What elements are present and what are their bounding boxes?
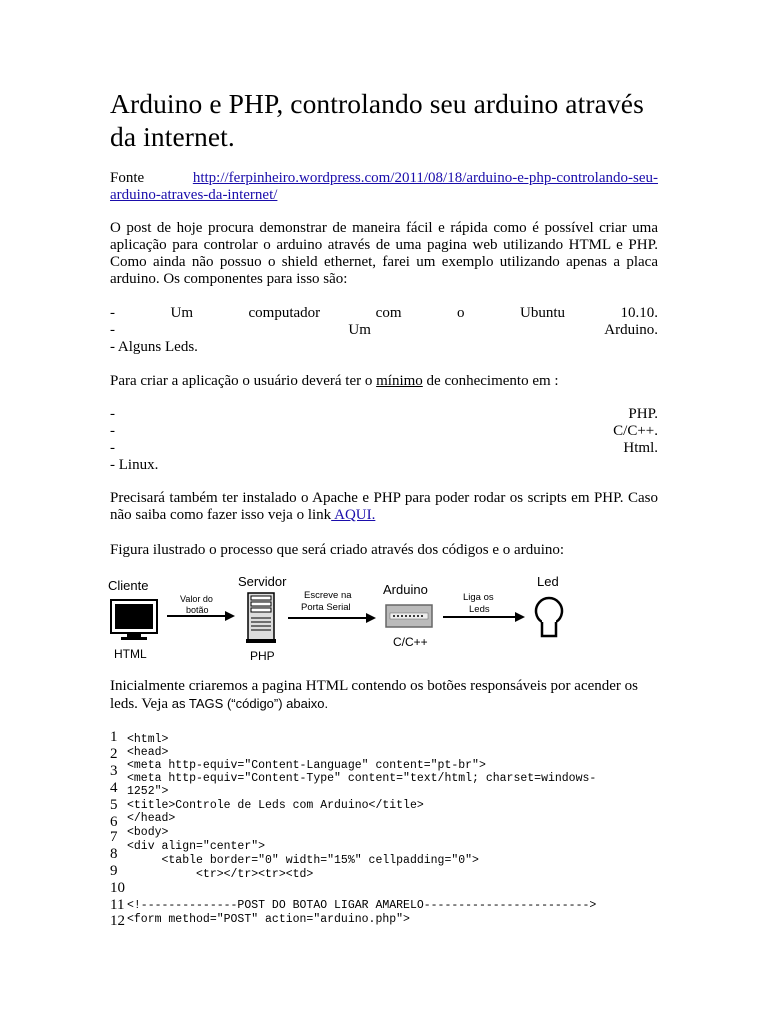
source-link[interactable]: http://ferpinheiro.wordpress.com/2011/08/18/arduino-e-php-controlando-seu- (192, 170, 658, 186)
install-paragraph: Precisará também ter instalado o Apache e PHP para poder rodar os scripts em PHP. Caso não saiba como fazer isso veja o link AQUI. (110, 490, 658, 523)
code-line: </head> (127, 812, 176, 825)
label-php: PHP (250, 649, 275, 663)
arduino-board-icon (385, 604, 433, 628)
aqui-link[interactable]: AQUI. (331, 507, 376, 523)
source-label: Fonte (110, 170, 145, 186)
intro-paragraph: O post de hoje procura demonstrar de maneira fácil e rápida como é possível criar uma aplicação para controlar o arduino através de uma pagina web utilizando HTML e PHP. Como ainda não possuo o shield ethernet, farei um exemplo utilizando apenas a placa arduino. Os componentes para isso são: (110, 220, 658, 287)
code-line: <meta http-equiv="Content-Language" content="pt-br"> (127, 759, 486, 772)
code-line: <tr></tr><tr><td> (127, 868, 314, 881)
line-number: 12 (110, 913, 125, 929)
code-line: 1252"> (127, 785, 169, 798)
code-line: <body> (127, 826, 169, 839)
minimo-underlined: mínimo (376, 373, 423, 389)
code-line: <form method="POST" action="arduino.php"> (127, 913, 410, 926)
code-line: <div align="center"> (127, 840, 266, 853)
line-number: 6 (110, 814, 118, 830)
line-number: 1 (110, 729, 118, 745)
label-valor-do: Valor do (180, 594, 213, 604)
knowledge-item: - PHP. (110, 406, 658, 422)
figure-caption: Figura ilustrado o processo que será criado através dos códigos e o arduino: (110, 542, 565, 558)
source-link-continued[interactable]: arduino-atraves-da-internet/ (110, 187, 278, 203)
arrow-right-icon (288, 613, 378, 623)
line-number: 11 (110, 897, 125, 913)
line-number: 9 (110, 863, 118, 879)
label-html: HTML (114, 647, 147, 661)
page-title: Arduino e PHP, controlando seu arduino através da internet. (110, 88, 644, 152)
label-cpp: C/C++ (393, 635, 428, 649)
line-number: 5 (110, 797, 118, 813)
led-icon (532, 594, 566, 638)
line-number: 2 (110, 746, 118, 762)
line-number: 7 (110, 829, 118, 845)
html-intro: Inicialmente criaremos a pagina HTML contendo os botões responsáveis por acender os leds. Veja as TAGS (“código”) abaixo. (110, 678, 639, 712)
line-number: 4 (110, 780, 118, 796)
line-number: 8 (110, 846, 118, 862)
code-line: <html> (127, 733, 169, 746)
process-diagram (105, 572, 565, 667)
line-number: 3 (110, 763, 118, 779)
code-line: <meta http-equiv="Content-Type" content="text/html; charset=windows- (127, 772, 597, 785)
label-botao: botão (186, 605, 209, 615)
server-icon (246, 592, 278, 644)
label-escreve-na: Escreve na (304, 590, 352, 601)
label-cliente: Cliente (108, 578, 149, 593)
arrow-right-icon (443, 612, 527, 622)
label-leds: Leds (469, 604, 490, 615)
components-list (110, 305, 658, 356)
knowledge-intro: Para criar a aplicação o usuário deverá ter o mínimo de conhecimento em : (110, 373, 559, 389)
label-porta-serial: Porta Serial (301, 602, 351, 613)
source-block (110, 170, 658, 204)
component-line-3: - Alguns Leds. (110, 339, 198, 355)
arrow-right-icon (167, 611, 237, 621)
label-led: Led (537, 574, 559, 589)
knowledge-item: - Html. (110, 440, 658, 456)
label-servidor: Servidor (238, 574, 287, 589)
code-line: <title>Controle de Leds com Arduino</title> (127, 799, 424, 812)
knowledge-item: - C/C++. (110, 423, 658, 439)
code-line: <table border="0" width="15%" cellpadding="0"> (127, 854, 479, 867)
component-line-2: - Um Arduino. (110, 322, 658, 338)
component-line-1: - Um computador com o Ubuntu 10.10. (110, 305, 658, 321)
knowledge-item: - Linux. (110, 457, 159, 473)
knowledge-list (110, 406, 658, 474)
computer-icon (109, 598, 159, 642)
label-arduino: Arduino (383, 582, 428, 597)
line-number: 10 (110, 880, 125, 896)
code-line: <!--------------POST DO BOTAO LIGAR AMARELO------------------------> (127, 899, 597, 912)
code-line: <head> (127, 746, 169, 759)
label-liga-os: Liga os (463, 592, 494, 603)
